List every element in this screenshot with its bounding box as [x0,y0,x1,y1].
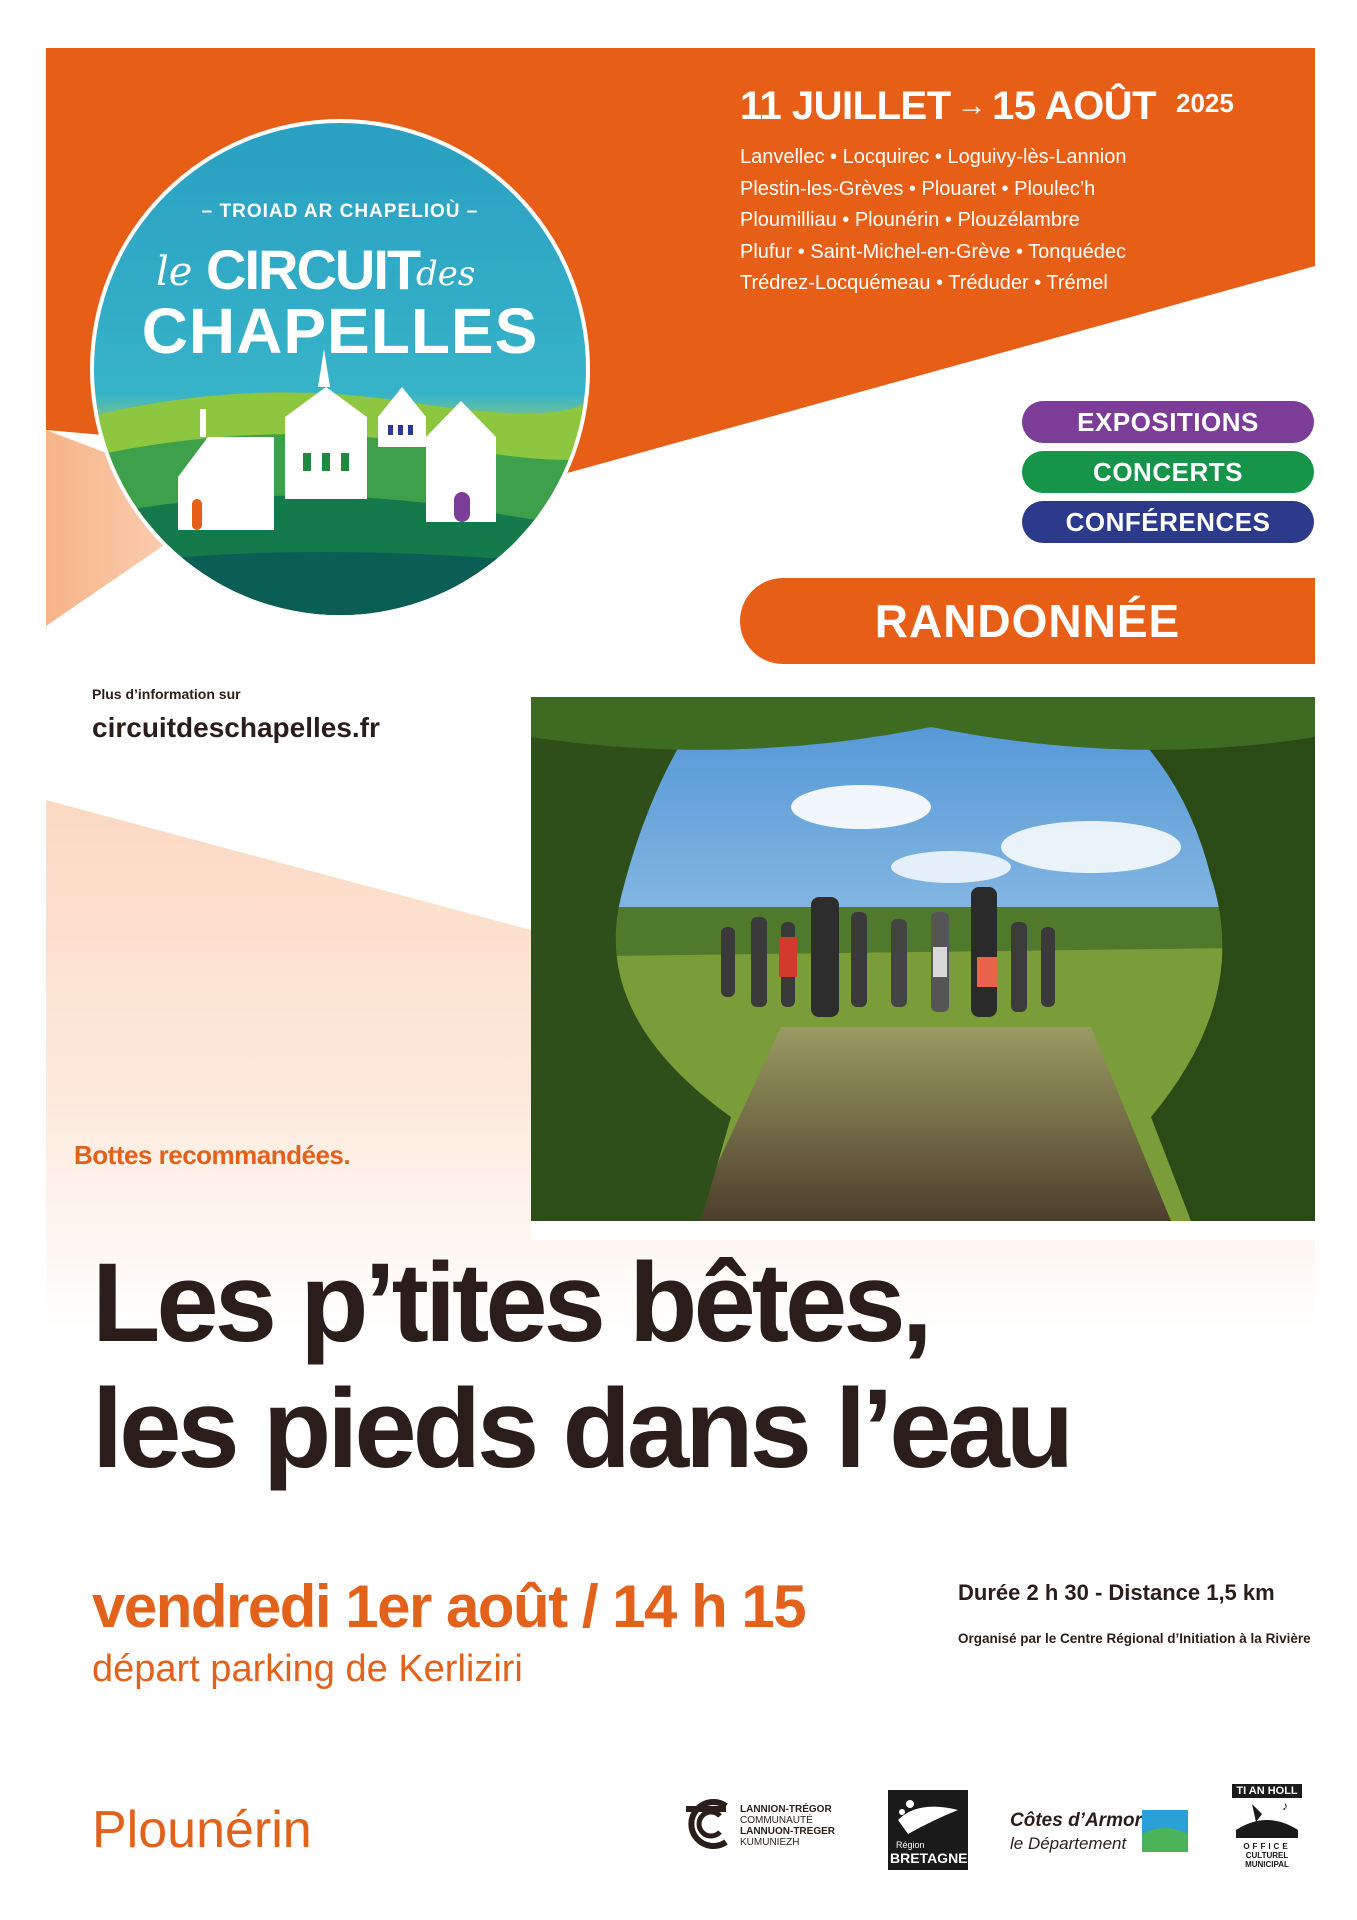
towns-line: Trédrez-Locquémeau • Tréduder • Trémel [740,272,1108,294]
event-title-line1: Les p’tites bêtes, [92,1240,929,1365]
towns-line: Plufur • Saint-Michel-en-Grève • Tonquédec [740,240,1127,263]
date-range [740,84,1156,129]
event-datetime: vendredi 1er août / 14 h 15 [92,1573,806,1640]
cotes-darmor-logo [1010,1810,1190,1860]
date-start: 11 JUILLET [740,84,951,128]
logo-chapelles: CHAPELLES [141,295,539,367]
ti-an-holl-name: TI AN HOLL [1232,1784,1302,1798]
ti-an-holl-icon [1232,1800,1302,1840]
lannion-tregor-icon [680,1796,736,1852]
lannion-tregor-logo [680,1796,860,1852]
lannion-line: KUMUNIEZH [740,1837,800,1848]
ti-an-holl-line: CULTUREL [1245,1851,1289,1860]
category-concerts: CONCERTS [1022,451,1314,493]
svg-text:♪: ♪ [1282,1800,1288,1813]
meeting-point: départ parking de Kerliziri [92,1648,523,1690]
bretagne-region: Région [896,1840,925,1850]
website-link[interactable]: circuitdeschapelles.fr [92,712,380,743]
info-label: Plus d’information sur [92,686,241,702]
category-conferences: CONFÉRENCES [1022,501,1314,543]
logo-script-circuit: CIRCUIT [206,238,420,301]
circuit-des-chapelles-logo [88,117,592,621]
cotes-darmor-sub: le Département [1010,1834,1127,1853]
logo-script-des: des [416,254,476,294]
hike-photo [531,697,1315,1221]
logo-script-le: le [156,249,193,295]
arrow-right-icon: → [956,89,987,122]
towns-line: Ploumilliau • Plounérin • Plouzélambre [740,209,1080,231]
lannion-line: LANNION-TRÉGOR [740,1804,832,1815]
event-title-line2: les pieds dans l’eau [92,1366,1071,1491]
ti-an-holl-line: OFFICE [1243,1842,1291,1851]
region-bretagne-logo [888,1790,968,1870]
category-expositions: EXPOSITIONS [1022,401,1314,443]
towns-line: Plestin-les-Grèves • Plouaret • Ploulec’h [740,177,1096,200]
ti-an-holl-line: MUNICIPAL [1245,1860,1289,1869]
logo-subtitle: – TROIAD AR CHAPELIOÙ – [201,201,479,222]
cotes-darmor-icon [1142,1810,1188,1852]
year: 2025 [1176,88,1234,118]
lannion-line: COMMUNAUTÉ [740,1815,813,1826]
event-title [92,1240,1070,1492]
cotes-darmor-name: Côtes d’Armor [1010,1810,1142,1831]
bretagne-name: BRETAGNE [890,1850,968,1866]
commune-name: Plounérin [92,1801,312,1859]
towns-list [740,142,1260,300]
boots-note: Bottes recommandées. [74,1140,351,1170]
date-end: 15 AOÛT [992,84,1157,128]
organizer: Organisé par le Centre Régional d’Initiation à la Rivière [958,1631,1311,1646]
lannion-line: LANNUON-TREGER [740,1826,835,1837]
event-type-banner: RANDONNÉE [740,578,1315,664]
region-bretagne-icon [888,1790,968,1846]
ti-an-holl-logo [1232,1756,1306,1876]
duration-distance: Durée 2 h 30 - Distance 1,5 km [958,1580,1275,1605]
towns-line: Lanvellec • Locquirec • Loguivy-lès-Lannion [740,146,1127,168]
